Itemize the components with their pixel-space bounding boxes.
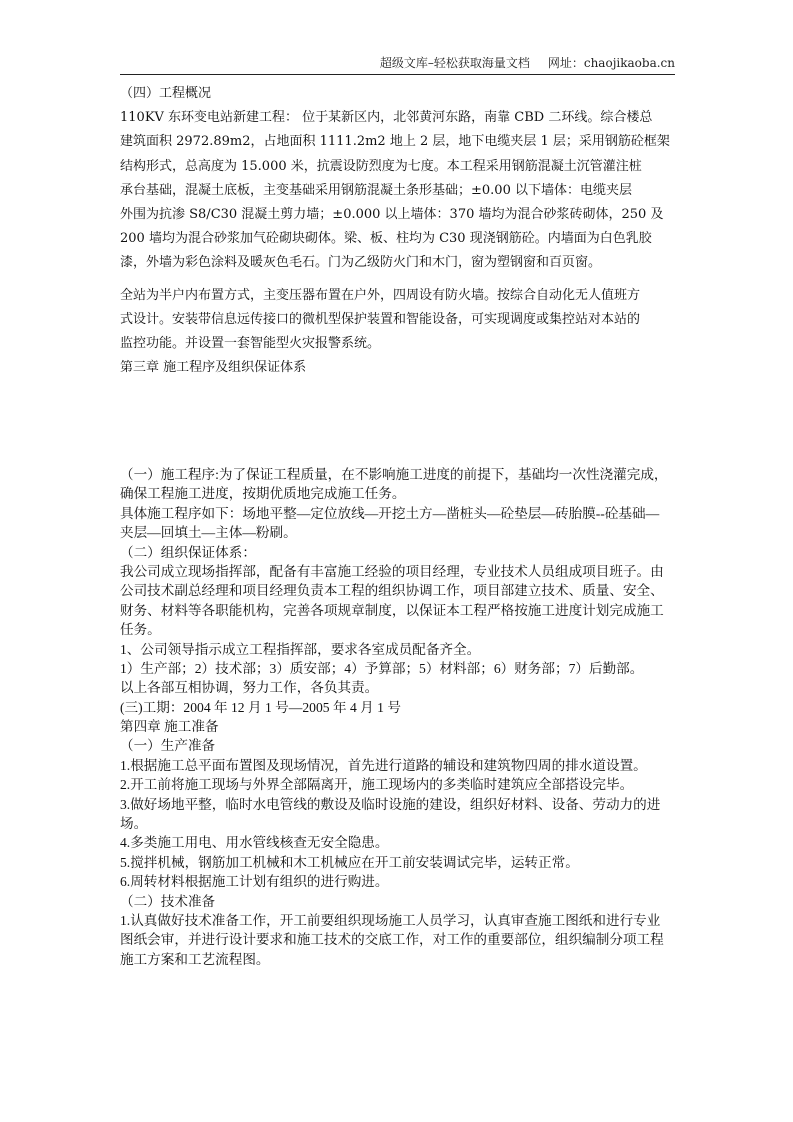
section-heading: （四）工程概况: [120, 86, 212, 101]
list-item: 图纸会审，并进行设计要求和施工技术的交底工作，对工作的重要部位，组织编制分项工程: [120, 932, 664, 948]
paragraph-line: 具体施工程序如下：场地平整—定位放线—开挖土方—凿桩头—砼垫层—砖胎膜--砼基础—: [120, 505, 660, 521]
list-item: 6.周转材料根据施工计划有组织的进行购进。: [120, 874, 389, 890]
chapter-heading: 第三章 施工程序及组织保证体系: [120, 360, 307, 376]
section-project-overview: [120, 82, 676, 380]
paragraph-line: 外围为抗渗 S8/C30 混凝土剪力墙；±0.000 以上墙体：370 墙均为混合砂浆砖砌体，250 及: [120, 206, 664, 222]
paragraph-line: 200 墙均为混合砂浆加气砼砌块砌体。梁、板、柱均为 C30 现浇钢筋砼。内墙面为白色乳胶: [120, 231, 652, 247]
schedule-line: (三)工期：2004 年 12 月 1 号—2005 年 4 月 1 号: [120, 699, 401, 715]
page-header: [120, 55, 675, 75]
list-item: 场。: [120, 816, 148, 832]
section-construction-procedure: [120, 465, 676, 969]
list-item: 1.根据施工总平面布置图及现场情况，首先进行道路的辅设和建筑物四周的排水道设置。: [120, 757, 647, 773]
paragraph-line: 确保工程施工进度，按期优质地完成施工任务。: [120, 486, 406, 502]
list-item: 1.认真做好技术准备工作，开工前要组织现场施工人员学习，认真审查施工图纸和进行专业: [120, 912, 661, 928]
list-item: 5.搅拌机械，钢筋加工机械和木工机械应在开工前安装调试完毕，运转正常。: [120, 854, 579, 870]
paragraph-line: 我公司成立现场指挥部，配备有丰富施工经验的项目经理，专业技术人员组成项目班子。由: [120, 563, 664, 579]
paragraph-line: 式设计。安装带信息远传接口的微机型保护装置和智能设备，可实现调度或集控站对本站的: [120, 311, 641, 327]
paragraph-line: （一）施工程序:为了保证工程质量，在不影响施工进度的前提下，基础均一次性浇灌完成，: [120, 467, 668, 482]
list-item: 施工方案和工艺流程图。: [120, 951, 270, 967]
subsection-heading: （一）生产准备: [120, 738, 216, 754]
paragraph-line: 结构形式，总高度为 15.000 米，抗震设防烈度为七度。本工程采用钢筋混凝土沉管灌注桩: [120, 158, 642, 174]
paragraph-line: 漆，外墙为彩色涂料及暖灰色毛石。门为乙级防火门和木门，窗为塑钢窗和百页窗。: [120, 255, 602, 271]
paragraph-line: 监控功能。并设置一套智能型火灾报警系统。: [120, 335, 381, 351]
paragraph-line: 财务、材料等各职能机构，完善各项规章制度，以保证本工程严格按施工进度计划完成施工: [120, 602, 664, 618]
list-item: 1）生产部；2）技术部；3）质安部；4）予算部；5）材料部；6）财务部；7）后勤部。: [120, 660, 644, 676]
paragraph-line: 夹层—回填土—主体—粉刷。: [120, 525, 297, 541]
subsection-heading: （二）技术准备: [120, 893, 216, 909]
paragraph-line: 公司技术副总经理和项目经理负责本工程的组织协调工作，项目部建立技术、质量、安全、: [120, 583, 664, 599]
paragraph-spacer: [120, 276, 676, 284]
list-item: 2.开工前将施工现场与外界全部隔离开，施工现场内的多类临时建筑应全部搭设完毕。: [120, 777, 634, 793]
paragraph-line: 110KV 东环变电站新建工程： 位于某新区内，北邻黄河东路，南靠 CBD 二环线。综合楼总: [120, 110, 653, 126]
paragraph-line: 全站为半户内布置方式，主变压器布置在户外，四周设有防火墙。按综合自动化无人值班方: [120, 287, 641, 303]
chapter-heading: 第四章 施工准备: [120, 719, 219, 735]
paragraph-line: 任务。: [120, 622, 161, 638]
subsection-heading: （二）组织保证体系：: [120, 544, 256, 560]
header-site-name: 超级文库–轻松获取海量文档: [379, 56, 530, 70]
list-item: 1、公司领导指示成立工程指挥部，要求各室成员配备齐全。: [120, 641, 481, 657]
paragraph-line: 以上各部互相协调，努力工作，各负其责。: [120, 680, 379, 696]
header-url: 网址：chaojikaoba.cn: [547, 56, 675, 70]
paragraph-line: 建筑面积 2972.89m2，占地面积 1111.2m2 地上 2 层，地下电缆夹层 1 层；采用钢筋砼框架: [120, 134, 670, 150]
list-item: 3.做好场地平整，临时水电管线的敷设及临时设施的建设，组织好材料、设备、劳动力的进: [120, 796, 661, 812]
paragraph-line: 承台基础，混凝土底板，主变基础采用钢筋混凝土条形基础；±0.00 以下墙体：电缆夹层: [120, 182, 632, 198]
list-item: 4.多类施工用电、用水管线核查无安全隐患。: [120, 835, 389, 851]
